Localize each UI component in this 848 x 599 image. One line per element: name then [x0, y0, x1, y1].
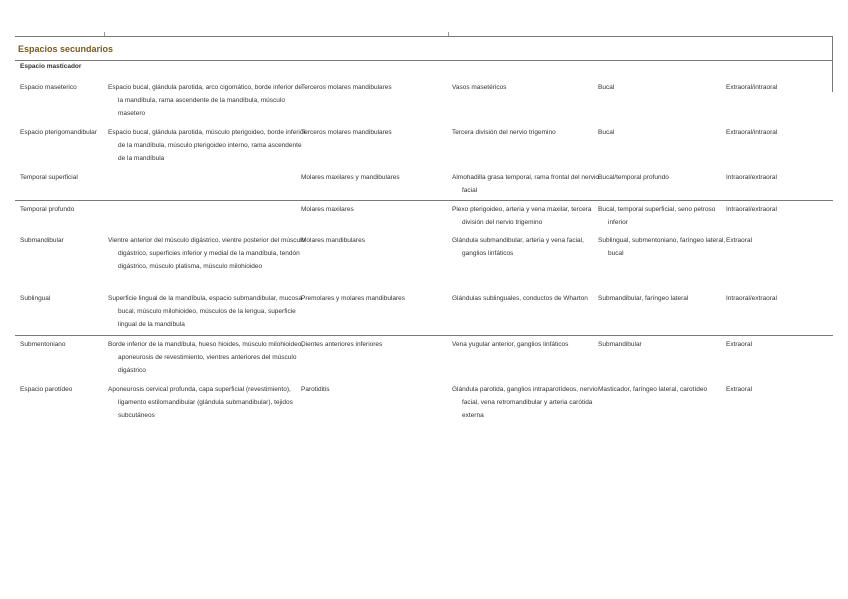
communicates-cell: Submandibular: [598, 341, 642, 348]
boundaries-cell: Superficie lingual de la mandíbula, espacio submandibular, mucosa bucal, músculo milohioideo, músculos de la lengua, superficie lingual de la mandíbula: [108, 295, 303, 328]
teeth-cell: Molares maxilares: [301, 206, 354, 213]
communicates-cell: Masticador, faríngeo lateral, carotídeo: [598, 386, 708, 393]
approach-cell: Intraoral/extraoral: [726, 174, 777, 181]
approach-cell: Extraoral/intraoral: [726, 84, 778, 91]
teeth-cell: Molares maxilares y mandibulares: [301, 174, 400, 181]
approach-cell: Extraoral: [726, 341, 753, 348]
space-name-cell: Submentoniano: [20, 341, 66, 348]
contents-cell: Plexo pterigoideo, arteria y vena maxilar, tercera división del nervio trigemino: [452, 206, 592, 226]
communicates-cell: Bucal/temporal profundo: [598, 174, 669, 181]
teeth-cell: Parotiditis: [301, 386, 330, 393]
contents-cell: Glándulas sublinguales, conductos de Wharton: [452, 295, 588, 302]
communicates-cell: Bucal: [598, 129, 615, 136]
approach-cell: Extraoral: [726, 237, 753, 244]
communicates-cell: Bucal: [598, 84, 615, 91]
space-name-cell: Temporal profundo: [20, 206, 75, 213]
approach-cell: Intraoral/extraoral: [726, 206, 777, 213]
table-top-border: [15, 36, 833, 37]
boundaries-cell: Borde inferior de la mandíbula, hueso hioides, músculo milohioideo, aponeurosis de revestimiento, vientres anteriores del músculo digástrico: [108, 341, 304, 374]
teeth-cell: Dientes anteriores inferiores: [301, 341, 383, 348]
approach-cell: Extraoral/intraoral: [726, 129, 778, 136]
space-name-cell: Espacio maseterico: [20, 84, 77, 91]
contents-cell: Tercera división del nervio trigemino: [452, 129, 556, 136]
communicates-cell: Bucal, temporal superficial, seno petroso inferior: [598, 206, 716, 226]
space-name-cell: Espacio pterigomandibular: [20, 129, 97, 136]
communicates-cell: Sublingual, submentoniano, faríngeo lateral, bucal: [598, 237, 726, 257]
title-divider: [15, 60, 833, 61]
teeth-cell: Premolares y molares mandibulares: [301, 295, 406, 302]
contents-cell: Vasos masetéricos: [452, 84, 507, 91]
space-name-cell: Sublingual: [20, 295, 51, 302]
contents-cell: Glándula parotida, ganglios intraparotídeos, nervio facial, vena retromandibular y arteria carótida externa: [452, 386, 598, 419]
contents-cell: Almohadilla grasa temporal, rama frontal del nervio facial: [452, 174, 600, 194]
contents-cell: Glándula submandibular, arteria y vena facial, ganglios linfáticos: [452, 237, 584, 257]
space-name-cell: Temporal superficial: [20, 174, 78, 181]
section-title: Espacios secundarios: [18, 44, 114, 54]
communicates-cell: Submandibular, faríngeo lateral: [598, 295, 689, 302]
boundaries-cell: Espacio bucal, glándula parotida, arco cigomático, borde inferior de la mandíbula, rama ascendente de la mandíbula, músculo masetero: [108, 84, 303, 117]
approach-cell: Intraoral/extraoral: [726, 295, 777, 302]
contents-cell: Vena yugular anterior, ganglios linfáticos: [452, 341, 569, 348]
boundaries-cell: Vientre anterior del músculo digástrico, vientre posterior del músculo digástrico, superficies inferior y medial de la mandíbula, tendón digástrico, músculo platisma, músculo milohioideo: [108, 237, 306, 270]
approach-cell: Extraoral: [726, 386, 753, 393]
teeth-cell: Terceros molares mandibulares: [301, 129, 392, 136]
row-divider: [15, 200, 833, 201]
table-right-border: [832, 36, 833, 92]
boundaries-cell: Aponeurosis cervical profunda, capa superficial (revestimiento), ligamento estilomandibular (glándula submandibular), tejidos subcutáneos: [108, 386, 293, 419]
space-name-cell: Submandibular: [20, 237, 64, 244]
teeth-cell: Molares mandibulares: [301, 237, 365, 244]
space-name-cell: Espacio parotídeo: [20, 386, 73, 393]
boundaries-cell: Espacio bucal, glándula parotida, músculo pterigoideo, borde inferior de la mandíbula, músculo pterigoideo interno, rama ascendente de la mandíbula: [108, 129, 306, 162]
sub-heading: Espacio masticador: [20, 63, 82, 70]
teeth-cell: Terceros molares mandibulares: [301, 84, 392, 91]
column-tick: [448, 32, 449, 36]
column-tick: [104, 32, 105, 36]
row-divider: [15, 335, 833, 336]
